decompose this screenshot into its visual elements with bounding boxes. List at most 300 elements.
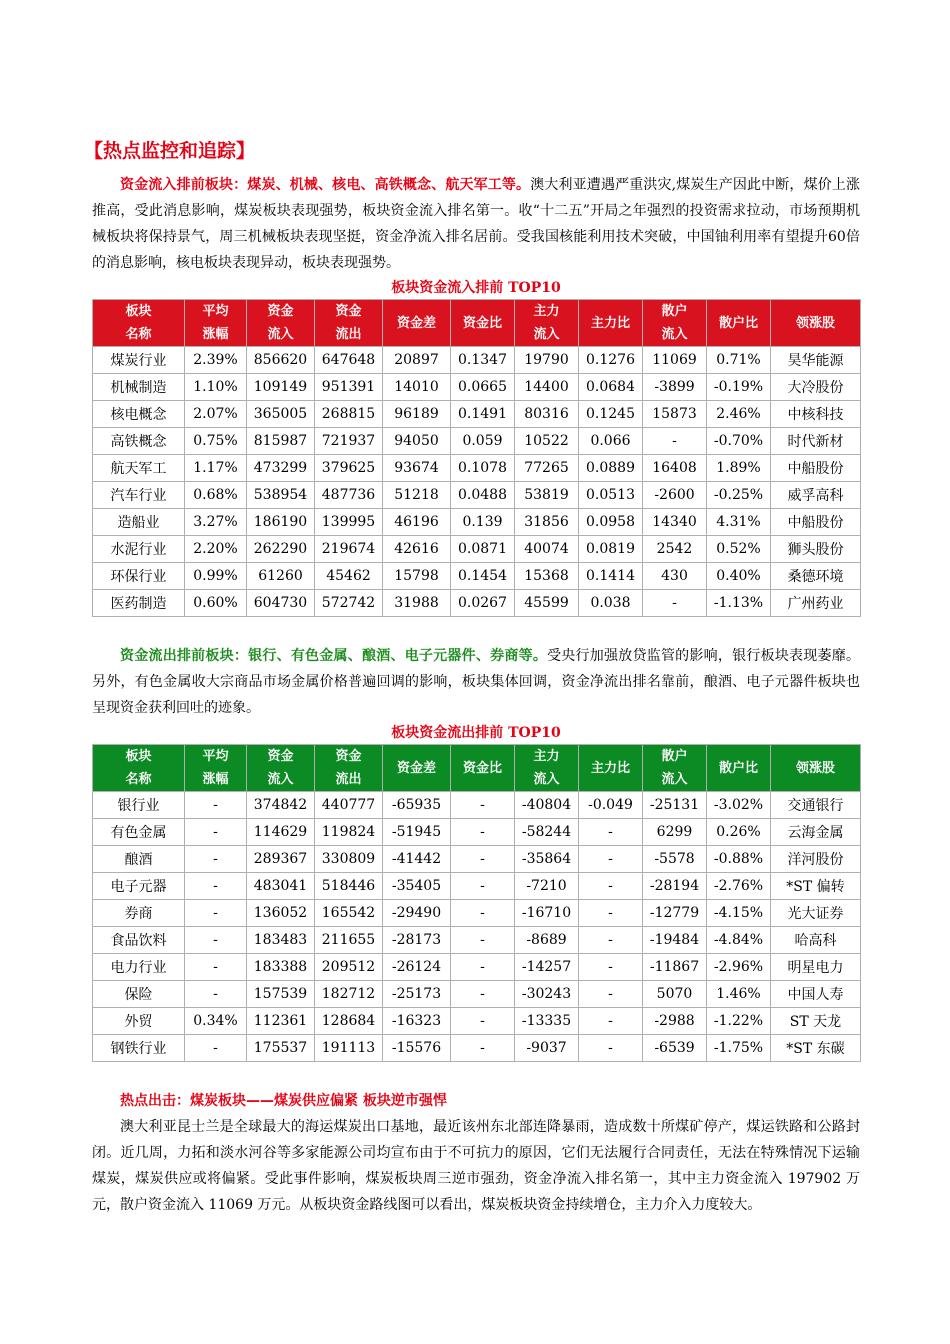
table-cell: 银行业 bbox=[93, 792, 185, 819]
table-cell: - bbox=[185, 846, 247, 873]
table-cell: 0.26% bbox=[707, 819, 771, 846]
table-cell: -30243 bbox=[515, 981, 579, 1008]
table-cell: 175537 bbox=[247, 1035, 315, 1062]
table-cell: 0.0267 bbox=[451, 590, 515, 617]
table-cell: -65935 bbox=[383, 792, 451, 819]
table-cell: - bbox=[579, 900, 643, 927]
column-header-line1: 领涨股 bbox=[795, 760, 835, 776]
table-cell: 中国人寿 bbox=[771, 981, 861, 1008]
column-header bbox=[93, 745, 185, 792]
table-cell: 0.0889 bbox=[579, 455, 643, 482]
table-cell: 高铁概念 bbox=[93, 428, 185, 455]
table-cell: - bbox=[579, 1008, 643, 1035]
column-header-line2: 名称 bbox=[125, 327, 152, 342]
table-cell: -28194 bbox=[643, 873, 707, 900]
table-cell: 473299 bbox=[247, 455, 315, 482]
table-cell: 487736 bbox=[315, 482, 383, 509]
table-cell: 0.0871 bbox=[451, 536, 515, 563]
table-cell: -0.70% bbox=[707, 428, 771, 455]
table-cell: - bbox=[451, 846, 515, 873]
table-cell: - bbox=[451, 981, 515, 1008]
table-cell: 0.40% bbox=[707, 563, 771, 590]
table-cell: 19790 bbox=[515, 347, 579, 374]
table-cell: 16408 bbox=[643, 455, 707, 482]
table-cell: 191113 bbox=[315, 1035, 383, 1062]
table-cell: 食品饮料 bbox=[93, 927, 185, 954]
table-cell: -1.13% bbox=[707, 590, 771, 617]
table-cell: - bbox=[185, 873, 247, 900]
table-cell: -28173 bbox=[383, 927, 451, 954]
table-cell: 0.066 bbox=[579, 428, 643, 455]
column-header-line1: 资金 bbox=[267, 304, 294, 319]
column-header-line1: 主力 bbox=[533, 304, 560, 319]
table-cell: 环保行业 bbox=[93, 563, 185, 590]
table-cell: 0.1347 bbox=[451, 347, 515, 374]
table-cell: 183388 bbox=[247, 954, 315, 981]
table-cell: 钢铁行业 bbox=[93, 1035, 185, 1062]
table-row bbox=[93, 401, 861, 428]
table-cell: - bbox=[185, 900, 247, 927]
table-cell: 374842 bbox=[247, 792, 315, 819]
table-cell: 186190 bbox=[247, 509, 315, 536]
table-cell: 182712 bbox=[315, 981, 383, 1008]
table-cell: 广州药业 bbox=[771, 590, 861, 617]
column-header-line2: 涨幅 bbox=[202, 772, 229, 787]
column-header-line2: 名称 bbox=[125, 772, 152, 787]
table-row bbox=[93, 1008, 861, 1035]
table-cell: 951391 bbox=[315, 374, 383, 401]
table-cell: 0.059 bbox=[451, 428, 515, 455]
column-header bbox=[771, 745, 861, 792]
table-cell: 洋河股份 bbox=[771, 846, 861, 873]
table-cell: 核电概念 bbox=[93, 401, 185, 428]
table-cell: - bbox=[451, 1035, 515, 1062]
column-header-line1: 领涨股 bbox=[795, 315, 835, 331]
table-cell: 医药制造 bbox=[93, 590, 185, 617]
table-cell: - bbox=[451, 954, 515, 981]
table-cell: 40074 bbox=[515, 536, 579, 563]
table-cell: 77265 bbox=[515, 455, 579, 482]
column-header bbox=[515, 300, 579, 347]
table-cell: 2.07% bbox=[185, 401, 247, 428]
inflow-paragraph bbox=[92, 172, 860, 276]
table-cell: 0.0684 bbox=[579, 374, 643, 401]
table-cell: -13335 bbox=[515, 1008, 579, 1035]
column-header bbox=[643, 745, 707, 792]
table-row bbox=[93, 455, 861, 482]
table-cell: -6539 bbox=[643, 1035, 707, 1062]
outflow-table-title: 板块资金流出排前 TOP10 bbox=[391, 725, 561, 741]
table-row bbox=[93, 428, 861, 455]
table-cell: 狮头股份 bbox=[771, 536, 861, 563]
table-cell: 42616 bbox=[383, 536, 451, 563]
table-cell: -58244 bbox=[515, 819, 579, 846]
table-cell: -26124 bbox=[383, 954, 451, 981]
hot-topic-paragraph: 澳大利亚昆士兰是全球最大的海运煤炭出口基地，最近该州东北部连降暴雨，造成数十所煤矿停产，煤运铁路和公路封闭。近几周，力拓和淡水河谷等多家能源公司均宣布由于不可抗力的原因，它们无法履行合同责任，无法在特殊情况下运输煤炭，煤炭供应或将偏紧。受此事件影响，煤炭板块周三逆市强劲，资金净流入排名第一，其中主力资金流入 197902 万元，散户资金流入 11069 万元。从板块资金路线图可以看出，煤炭板块资金持续增仓，主力介入力度较大。 bbox=[92, 1119, 860, 1213]
table-cell: 煤炭行业 bbox=[93, 347, 185, 374]
table-cell: 219674 bbox=[315, 536, 383, 563]
inflow-table-title: 板块资金流入排前 TOP10 bbox=[391, 280, 561, 296]
table-cell: 0.139 bbox=[451, 509, 515, 536]
table-cell: 造船业 bbox=[93, 509, 185, 536]
table-cell: 96189 bbox=[383, 401, 451, 428]
table-row bbox=[93, 954, 861, 981]
table-cell: 2542 bbox=[643, 536, 707, 563]
column-header-line1: 平均 bbox=[202, 749, 229, 764]
table-cell: -7210 bbox=[515, 873, 579, 900]
table-cell: 53819 bbox=[515, 482, 579, 509]
column-header bbox=[579, 745, 643, 792]
table-cell: 桑德环境 bbox=[771, 563, 861, 590]
column-header-line1: 平均 bbox=[202, 304, 229, 319]
column-header-line2: 流出 bbox=[335, 327, 362, 342]
table-cell: 45462 bbox=[315, 563, 383, 590]
table-row bbox=[93, 563, 861, 590]
table-cell: 365005 bbox=[247, 401, 315, 428]
table-cell: 11069 bbox=[643, 347, 707, 374]
table-cell: -8689 bbox=[515, 927, 579, 954]
table-cell: *ST 偏转 bbox=[771, 873, 861, 900]
table-cell: 61260 bbox=[247, 563, 315, 590]
table-cell: 中船股份 bbox=[771, 509, 861, 536]
column-header bbox=[579, 300, 643, 347]
column-header-line1: 散户 bbox=[661, 304, 688, 319]
outflow-header-row bbox=[93, 745, 861, 792]
table-cell: *ST 东碳 bbox=[771, 1035, 861, 1062]
table-cell: 0.0488 bbox=[451, 482, 515, 509]
table-cell: -9037 bbox=[515, 1035, 579, 1062]
table-cell: 440777 bbox=[315, 792, 383, 819]
table-cell: 183483 bbox=[247, 927, 315, 954]
table-cell: 379625 bbox=[315, 455, 383, 482]
table-cell: 136052 bbox=[247, 900, 315, 927]
table-row bbox=[93, 873, 861, 900]
table-cell: -35405 bbox=[383, 873, 451, 900]
table-cell: -2600 bbox=[643, 482, 707, 509]
table-cell: 80316 bbox=[515, 401, 579, 428]
outflow-text: 受央行加强放贷监管的影响，银行板块表现萎靡。另外，有色金属收大宗商品市场金属价格普遍回调的影响，板块集体回调，资金净流出排名靠前，酿酒、电子元器件板块也呈现资金获利回吐的迹象。 bbox=[92, 648, 861, 716]
table-cell: 157539 bbox=[247, 981, 315, 1008]
column-header bbox=[771, 300, 861, 347]
column-header bbox=[185, 300, 247, 347]
table-cell: 机械制造 bbox=[93, 374, 185, 401]
table-cell: 93674 bbox=[383, 455, 451, 482]
table-cell: 0.0958 bbox=[579, 509, 643, 536]
table-cell: 268815 bbox=[315, 401, 383, 428]
table-cell: 165542 bbox=[315, 900, 383, 927]
table-cell: 2.39% bbox=[185, 347, 247, 374]
table-cell: -2988 bbox=[643, 1008, 707, 1035]
table-cell: 0.0665 bbox=[451, 374, 515, 401]
table-cell: 1.17% bbox=[185, 455, 247, 482]
table-cell: 119824 bbox=[315, 819, 383, 846]
table-cell: -12779 bbox=[643, 900, 707, 927]
column-header bbox=[315, 745, 383, 792]
table-cell: 289367 bbox=[247, 846, 315, 873]
inflow-lead: 资金流入排前板块：煤炭、机械、核电、高铁概念、航天军工等。 bbox=[120, 177, 531, 193]
table-cell: 4.31% bbox=[707, 509, 771, 536]
table-cell: - bbox=[451, 900, 515, 927]
table-cell: 6299 bbox=[643, 819, 707, 846]
table-cell: -51945 bbox=[383, 819, 451, 846]
table-cell: 0.68% bbox=[185, 482, 247, 509]
table-cell: -2.76% bbox=[707, 873, 771, 900]
table-cell: 云海金属 bbox=[771, 819, 861, 846]
table-cell: -15576 bbox=[383, 1035, 451, 1062]
inflow-header-row bbox=[93, 300, 861, 347]
table-cell: - bbox=[185, 954, 247, 981]
table-row bbox=[93, 981, 861, 1008]
table-cell: 112361 bbox=[247, 1008, 315, 1035]
table-cell: 昊华能源 bbox=[771, 347, 861, 374]
table-cell: - bbox=[451, 873, 515, 900]
table-cell: 20897 bbox=[383, 347, 451, 374]
table-cell: 时代新材 bbox=[771, 428, 861, 455]
column-header bbox=[93, 300, 185, 347]
table-cell: 0.52% bbox=[707, 536, 771, 563]
table-row bbox=[93, 792, 861, 819]
table-cell: 1.89% bbox=[707, 455, 771, 482]
column-header bbox=[247, 300, 315, 347]
table-cell: -25131 bbox=[643, 792, 707, 819]
table-cell: 外贸 bbox=[93, 1008, 185, 1035]
table-cell: 604730 bbox=[247, 590, 315, 617]
table-cell: 水泥行业 bbox=[93, 536, 185, 563]
table-row bbox=[93, 819, 861, 846]
column-header-line2: 流入 bbox=[533, 772, 560, 787]
column-header bbox=[383, 745, 451, 792]
column-header-line2: 流出 bbox=[335, 772, 362, 787]
document-page bbox=[84, 136, 861, 1218]
column-header-line1: 主力 bbox=[533, 749, 560, 764]
table-cell: 2.46% bbox=[707, 401, 771, 428]
table-cell: 139995 bbox=[315, 509, 383, 536]
table-cell: 0.1414 bbox=[579, 563, 643, 590]
table-cell: 0.1078 bbox=[451, 455, 515, 482]
table-cell: 0.038 bbox=[579, 590, 643, 617]
table-cell: 14010 bbox=[383, 374, 451, 401]
column-header-line1: 主力比 bbox=[590, 315, 630, 331]
table-cell: 538954 bbox=[247, 482, 315, 509]
table-cell: - bbox=[643, 428, 707, 455]
column-header-line1: 主力比 bbox=[590, 760, 630, 776]
table-cell: 0.99% bbox=[185, 563, 247, 590]
table-row bbox=[93, 482, 861, 509]
table-cell: - bbox=[643, 590, 707, 617]
table-cell: 保险 bbox=[93, 981, 185, 1008]
column-header bbox=[451, 745, 515, 792]
table-cell: 中核科技 bbox=[771, 401, 861, 428]
table-cell: 0.34% bbox=[185, 1008, 247, 1035]
table-cell: 15368 bbox=[515, 563, 579, 590]
table-cell: 31856 bbox=[515, 509, 579, 536]
table-cell: -14257 bbox=[515, 954, 579, 981]
table-cell: -4.15% bbox=[707, 900, 771, 927]
table-cell: 0.1454 bbox=[451, 563, 515, 590]
table-row bbox=[93, 927, 861, 954]
table-cell: 中船股份 bbox=[771, 455, 861, 482]
table-cell: 10522 bbox=[515, 428, 579, 455]
column-header-line1: 资金比 bbox=[462, 760, 502, 776]
table-cell: 交通银行 bbox=[771, 792, 861, 819]
table-cell: 0.60% bbox=[185, 590, 247, 617]
table-cell: 211655 bbox=[315, 927, 383, 954]
table-cell: 430 bbox=[643, 563, 707, 590]
table-cell: 券商 bbox=[93, 900, 185, 927]
table-cell: -0.88% bbox=[707, 846, 771, 873]
table-cell: 电力行业 bbox=[93, 954, 185, 981]
table-cell: - bbox=[579, 954, 643, 981]
table-cell: 威孚高科 bbox=[771, 482, 861, 509]
table-cell: -2.96% bbox=[707, 954, 771, 981]
table-cell: - bbox=[185, 819, 247, 846]
table-row bbox=[93, 347, 861, 374]
table-cell: -16710 bbox=[515, 900, 579, 927]
column-header bbox=[643, 300, 707, 347]
table-cell: 0.75% bbox=[185, 428, 247, 455]
table-cell: 14340 bbox=[643, 509, 707, 536]
table-cell: - bbox=[579, 819, 643, 846]
table-cell: - bbox=[185, 1035, 247, 1062]
inflow-text: 澳大利亚遭遇严重洪灾,煤炭生产因此中断，煤价上涨推高，受此消息影响，煤炭板块表现强势，板块资金流入排名第一。收“十二五”开局之年强烈的投资需求拉动，市场预期机械板块将保持景气，周三机械板块表现坚挺，资金净流入排名居前。受我国核能利用技术突破，中国铀利用率有望提升60倍的消息影响，核电板块表现异动，板块表现强势。 bbox=[92, 177, 861, 271]
column-header bbox=[185, 745, 247, 792]
table-cell: - bbox=[185, 792, 247, 819]
table-cell: 330809 bbox=[315, 846, 383, 873]
table-cell: - bbox=[451, 819, 515, 846]
table-cell: 518446 bbox=[315, 873, 383, 900]
table-cell: ST 天龙 bbox=[771, 1008, 861, 1035]
outflow-paragraph bbox=[92, 643, 860, 721]
table-cell: 航天军工 bbox=[93, 455, 185, 482]
column-header bbox=[383, 300, 451, 347]
table-cell: 光大证券 bbox=[771, 900, 861, 927]
table-cell: -40804 bbox=[515, 792, 579, 819]
table-cell: 电子元器 bbox=[93, 873, 185, 900]
table-cell: 5070 bbox=[643, 981, 707, 1008]
table-cell: 0.71% bbox=[707, 347, 771, 374]
table-cell: 明星电力 bbox=[771, 954, 861, 981]
table-cell: - bbox=[579, 981, 643, 1008]
table-row bbox=[93, 509, 861, 536]
table-cell: 0.0819 bbox=[579, 536, 643, 563]
column-header bbox=[707, 300, 771, 347]
column-header bbox=[707, 745, 771, 792]
column-header-line2: 流入 bbox=[533, 327, 560, 342]
table-cell: 94050 bbox=[383, 428, 451, 455]
table-cell: -35864 bbox=[515, 846, 579, 873]
table-cell: -25173 bbox=[383, 981, 451, 1008]
inflow-table bbox=[92, 299, 861, 617]
table-cell: -0.049 bbox=[579, 792, 643, 819]
column-header-line1: 资金 bbox=[335, 304, 362, 319]
table-cell: 1.10% bbox=[185, 374, 247, 401]
table-cell: 128684 bbox=[315, 1008, 383, 1035]
table-cell: - bbox=[579, 846, 643, 873]
column-header-line2: 流入 bbox=[661, 772, 688, 787]
column-header-line1: 资金比 bbox=[462, 315, 502, 331]
table-cell: -1.22% bbox=[707, 1008, 771, 1035]
table-cell: - bbox=[579, 1035, 643, 1062]
table-cell: 51218 bbox=[383, 482, 451, 509]
outflow-table bbox=[92, 744, 861, 1062]
column-header-line1: 散户比 bbox=[718, 315, 758, 331]
table-cell: - bbox=[579, 927, 643, 954]
table-cell: 14400 bbox=[515, 374, 579, 401]
table-cell: 有色金属 bbox=[93, 819, 185, 846]
table-cell: 哈高科 bbox=[771, 927, 861, 954]
table-cell: 45599 bbox=[515, 590, 579, 617]
column-header bbox=[451, 300, 515, 347]
table-cell: 647648 bbox=[315, 347, 383, 374]
table-cell: 0.1491 bbox=[451, 401, 515, 428]
column-header-line1: 板块 bbox=[125, 304, 152, 319]
table-row bbox=[93, 590, 861, 617]
table-cell: 汽车行业 bbox=[93, 482, 185, 509]
table-cell: 815987 bbox=[247, 428, 315, 455]
table-row bbox=[93, 536, 861, 563]
table-row bbox=[93, 1035, 861, 1062]
table-cell: 2.20% bbox=[185, 536, 247, 563]
table-cell: 0.1245 bbox=[579, 401, 643, 428]
column-header-line2: 流入 bbox=[661, 327, 688, 342]
column-header-line2: 流入 bbox=[267, 772, 294, 787]
table-cell: 3.27% bbox=[185, 509, 247, 536]
column-header-line1: 散户 bbox=[661, 749, 688, 764]
table-cell: -19484 bbox=[643, 927, 707, 954]
table-cell: - bbox=[451, 927, 515, 954]
table-cell: -3899 bbox=[643, 374, 707, 401]
table-cell: -0.19% bbox=[707, 374, 771, 401]
column-header-line1: 板块 bbox=[125, 749, 152, 764]
hot-topic-title: 热点出击：煤炭板块——煤炭供应偏紧 板块逆市强悍 bbox=[120, 1093, 447, 1109]
table-cell: 大冷股份 bbox=[771, 374, 861, 401]
column-header-line1: 资金差 bbox=[396, 315, 436, 331]
table-cell: 262290 bbox=[247, 536, 315, 563]
table-cell: - bbox=[185, 927, 247, 954]
table-row bbox=[93, 846, 861, 873]
table-cell: 0.1276 bbox=[579, 347, 643, 374]
table-row bbox=[93, 374, 861, 401]
table-cell: 31988 bbox=[383, 590, 451, 617]
table-cell: -0.25% bbox=[707, 482, 771, 509]
table-cell: - bbox=[451, 1008, 515, 1035]
table-cell: - bbox=[185, 981, 247, 1008]
section-title: 【热点监控和追踪】 bbox=[84, 140, 256, 162]
column-header-line2: 涨幅 bbox=[202, 327, 229, 342]
column-header bbox=[315, 300, 383, 347]
table-cell: 109149 bbox=[247, 374, 315, 401]
table-cell: 46196 bbox=[383, 509, 451, 536]
table-cell: 114629 bbox=[247, 819, 315, 846]
column-header-line2: 流入 bbox=[267, 327, 294, 342]
column-header-line1: 散户比 bbox=[718, 760, 758, 776]
table-cell: - bbox=[451, 792, 515, 819]
column-header bbox=[247, 745, 315, 792]
outflow-lead: 资金流出排前板块：银行、有色金属、酿酒、电子元器件、券商等。 bbox=[120, 648, 548, 664]
table-cell: 1.46% bbox=[707, 981, 771, 1008]
table-cell: 856620 bbox=[247, 347, 315, 374]
table-cell: 572742 bbox=[315, 590, 383, 617]
column-header-line1: 资金差 bbox=[396, 760, 436, 776]
table-cell: -5578 bbox=[643, 846, 707, 873]
table-cell: 酿酒 bbox=[93, 846, 185, 873]
table-cell: - bbox=[579, 873, 643, 900]
table-cell: 721937 bbox=[315, 428, 383, 455]
table-cell: 209512 bbox=[315, 954, 383, 981]
table-cell: -4.84% bbox=[707, 927, 771, 954]
table-cell: 15873 bbox=[643, 401, 707, 428]
table-cell: 15798 bbox=[383, 563, 451, 590]
